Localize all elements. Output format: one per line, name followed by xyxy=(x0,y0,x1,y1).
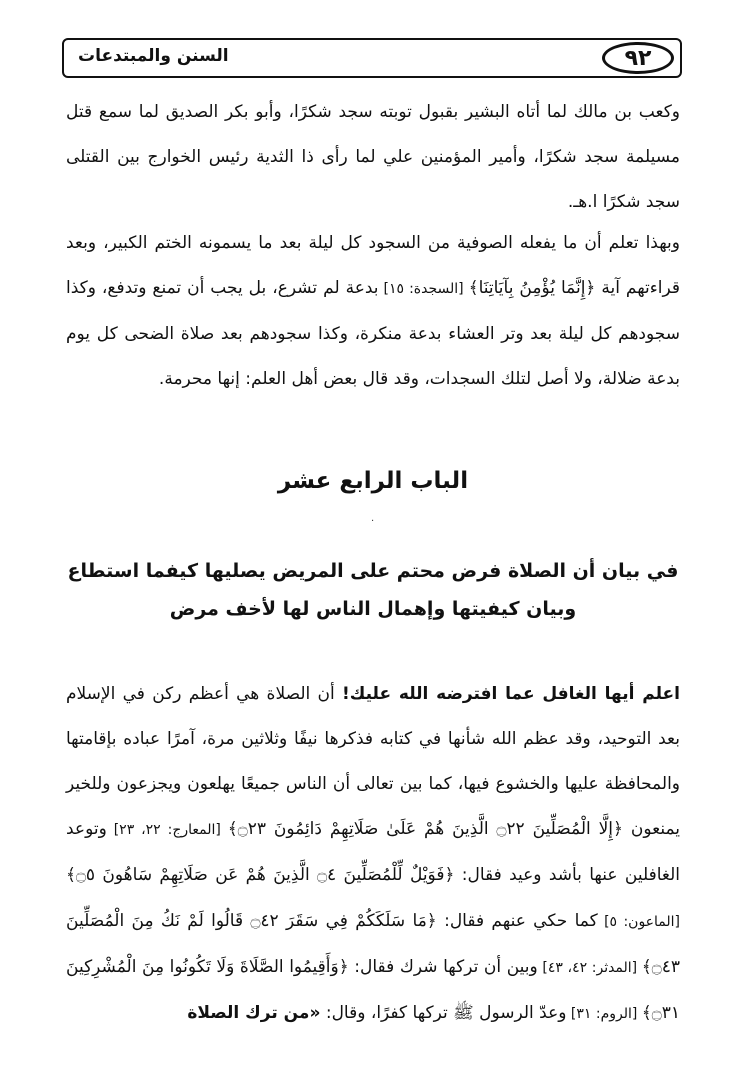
quran-verse: ﴿إِلَّا الْمُصَلِّينَ ۝٢٢ الَّذِينَ هُمْ عَلَىٰ صَلَاتِهِمْ دَائِمُونَ ۝٢٣﴾ xyxy=(227,819,623,839)
paragraph-3-text-a: أن الصلاة هي أعظم ركن في الإسلام بعد التوحيد، وقد عظم الله شأنها في كتابه فذكرها نيفًا وثلاثين مرة، آمرًا عباده بإقامتها والمحافظة عليها والخشوع فيها، كما بين تعالى أن الناس جميعًا يهلعون ويجزعون وللخير يمنعون xyxy=(66,684,681,839)
chapter-subtitle-line-1: في بيان أن الصلاة فرض محتم على المريض يصليها كيفما استطاع xyxy=(67,560,679,582)
hadith-quote: «من ترك الصلاة xyxy=(187,1003,321,1023)
paragraph-2-text-a: وبهذا تعلم أن ما يفعله الصوفية من السجود كل ليلة بعد ما يسمونه الختم الكبير، وبعد قراءتهم آية xyxy=(66,233,680,298)
verse-reference: [الماعون: ٥] xyxy=(597,914,681,930)
paragraph-2-text-b: بدعة لم تشرع، بل يجب أن تمنع وتدفع، وكذا سجودهم كل ليلة بعد وتر العشاء بدعة منكرة، وكذا سجودهم بعد صلاة الضحى كل يوم بدعة ضلالة، ولا أصل لتلك السجدات، وقد قال بعض أهل العلم: إنها محرمة. xyxy=(66,278,680,389)
running-header xyxy=(62,38,682,78)
quran-verse: ﴿مَا سَلَكَكُمْ فِي سَقَرَ ۝٤٢ قَالُوا لَمْ نَكُ مِنَ الْمُصَلِّينَ ۝٤٣﴾ xyxy=(66,911,680,977)
paragraph-3 xyxy=(66,672,680,1037)
paragraph-3-text-c: كما حكي عنهم فقال: xyxy=(436,911,598,931)
paragraph-3-text-d: وبين أن تركها شرك فقال: xyxy=(348,957,538,977)
verse-reference: [الروم: ٣١] xyxy=(566,1006,642,1022)
chapter-heading: الباب الرابع عشر xyxy=(277,468,469,494)
verse-reference: [السجدة: ١٥] xyxy=(378,281,469,297)
paragraph-3-bold-lead: اعلم أيها الغافل عما افترضه الله عليك! xyxy=(342,684,680,704)
page-number: ٩٢ xyxy=(602,42,674,74)
quran-verse: ﴿وَأَقِيمُوا الصَّلَاةَ وَلَا تَكُونُوا مِنَ الْمُشْرِكِينَ ۝٣١﴾ xyxy=(66,957,680,1023)
paragraph-1: وكعب بن مالك لما أتاه البشير بقبول توبته سجد شكرًا، وأبو بكر الصديق لما سمع قتل مسيلمة سجد شكرًا، وأمير المؤمنين علي لما رأى ذا الثدية رئيس الخوارج بين القتلى سجد شكرًا ا.هـ. xyxy=(66,102,680,212)
paragraph-2 xyxy=(66,221,680,402)
verse-reference: [المعارج: ٢٢، ٢٣] xyxy=(106,822,228,838)
header-title: السنن والمبتدعات xyxy=(78,46,229,66)
paragraph-3-text-b: وتوعد الغافلين عنها بأشد وعيد فقال: xyxy=(66,819,680,885)
chapter-subtitle-line-2: وبيان كيفيتها وإهمال الناس لها لأخف مرض xyxy=(169,598,577,620)
heading-ornament: · xyxy=(371,516,375,527)
quran-verse: ﴿فَوَيْلٌ لِّلْمُصَلِّينَ ۝٤ الَّذِينَ هُمْ عَن صَلَاتِهِمْ سَاهُونَ ۝٥﴾ xyxy=(66,865,455,885)
paragraph-3-text-e: وعدّ الرسول ﷺ تركها كفرًا، وقال: xyxy=(320,1003,567,1023)
quran-verse: ﴿إِنَّمَا يُؤْمِنُ بِآيَاتِنَا﴾ xyxy=(468,278,596,298)
verse-reference: [المدثر: ٤٢، ٤٣] xyxy=(537,960,642,976)
